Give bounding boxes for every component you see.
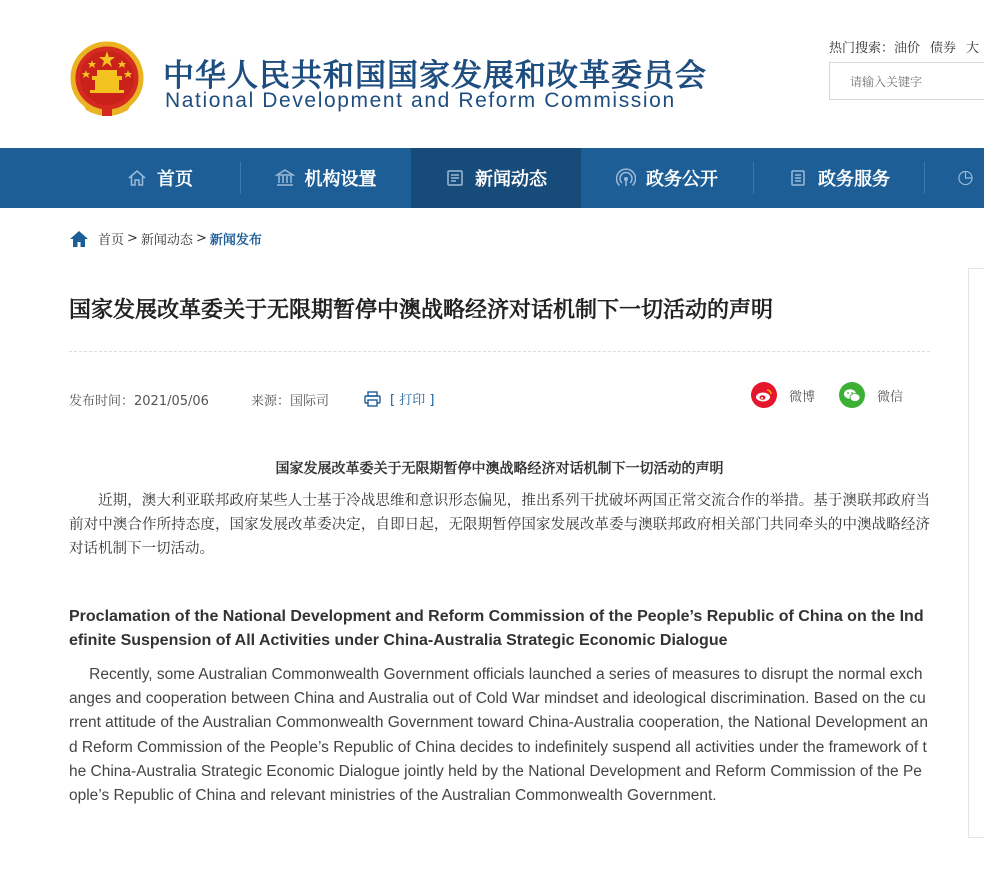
nav-item-services[interactable] <box>754 148 924 208</box>
nav-item-news[interactable] <box>411 148 581 208</box>
nav-item-label: 新闻动态 <box>475 169 547 190</box>
breadcrumb-current[interactable]: 新闻发布 <box>209 233 262 248</box>
breadcrumb-separator: > <box>127 231 138 246</box>
nav-item-label: 首页 <box>157 169 193 190</box>
breadcrumb-home[interactable]: 首页 <box>98 233 125 248</box>
nav-item-label: 机构设置 <box>304 169 377 190</box>
search-box <box>829 62 984 100</box>
nav-item-label: 政务服务 <box>818 169 890 190</box>
nav-item-data[interactable] <box>925 148 984 208</box>
nav-item-home[interactable] <box>80 148 240 208</box>
breadcrumb-separator: > <box>195 231 207 246</box>
site-title-en[interactable]: National Development and Reform Commission <box>165 89 676 112</box>
side-panel <box>968 268 984 838</box>
document-icon <box>788 168 808 188</box>
home-icon <box>127 168 147 188</box>
news-icon <box>445 168 465 188</box>
site-title-cn[interactable]: 中华人民共和国国家发展和改革委员会 <box>163 58 707 94</box>
article-en-heading: Proclamation of the National Development and Reform Commission of the People’s Republic of China on the Indefinite Suspension of All Activities under China-Australia Strategic Economic Dialogue <box>69 608 924 649</box>
hot-keyword-3[interactable]: 大 <box>966 41 980 56</box>
print-button[interactable] <box>364 389 434 408</box>
national-emblem-icon[interactable] <box>68 40 146 120</box>
pie-chart-icon <box>957 167 974 189</box>
nav-item-label: 政务公开 <box>646 169 718 190</box>
publish-time: 发布时间：2021/05/06 <box>69 394 209 409</box>
article-source: 来源：国际司 <box>251 394 330 409</box>
printer-icon <box>364 391 381 407</box>
hot-keyword-bonds[interactable]: 债券 <box>930 41 957 56</box>
search-input[interactable] <box>830 63 984 101</box>
title-divider <box>69 351 930 352</box>
hot-search <box>829 37 984 56</box>
site-header <box>0 0 984 148</box>
weibo-icon <box>751 382 777 408</box>
home-icon[interactable] <box>69 230 89 248</box>
breadcrumb-news[interactable]: 新闻动态 <box>140 233 193 248</box>
hot-keyword-oil-price[interactable]: 油价 <box>894 41 921 56</box>
share-weibo-button[interactable] <box>751 382 815 408</box>
broadcast-icon <box>616 168 636 188</box>
article-cn-heading: 国家发展改革委关于无限期暂停中澳战略经济对话机制下一切活动的声明 <box>275 461 724 477</box>
share-wechat-button[interactable] <box>839 382 903 408</box>
nav-item-government-affairs[interactable] <box>582 148 752 208</box>
nav-item-organization[interactable] <box>241 148 410 208</box>
share-wechat-label: 微信 <box>877 389 904 405</box>
print-label: [ 打印 ] <box>390 393 435 408</box>
share-weibo-label: 微博 <box>789 389 816 405</box>
article-cn-body: 近期，澳大利亚联邦政府某些人士基于冷战思维和意识形态偏见，推出系列干扰破坏两国正常交流合作的举措。基于澳联邦政府当前对中澳合作所持态度，国家发展改革委决定，自即日起，无限期暂停国家发展改革委与澳联邦政府相关部门共同牵头的中澳战略经济对话机制下一切活动。 <box>69 493 930 557</box>
building-icon <box>275 168 295 188</box>
wechat-icon <box>839 382 865 408</box>
breadcrumb <box>69 229 262 248</box>
article-title: 国家发展改革委关于无限期暂停中澳战略经济对话机制下一切活动的声明 <box>69 298 774 323</box>
article-en-body: Recently, some Australian Commonwealth Government officials launched a series of measures to disrupt the normal exchanges and cooperation between China and Australia out of Cold War mindset and ideological discrimination. Based on the current attitude of the Australian Commonwealth Government toward China-Australia cooperation, the National Development and Reform Commission of the People’s Republic of China decides to indefinitely suspend all activities under the framework of the China-Australia Strategic Economic Dialogue jointly held by the National Development and Reform Commission of the People’s Republic of China and relevant ministries of the Australian Commonwealth Government. <box>69 666 928 805</box>
main-nav <box>0 148 984 208</box>
hot-search-label: 热门搜索： <box>829 41 895 56</box>
